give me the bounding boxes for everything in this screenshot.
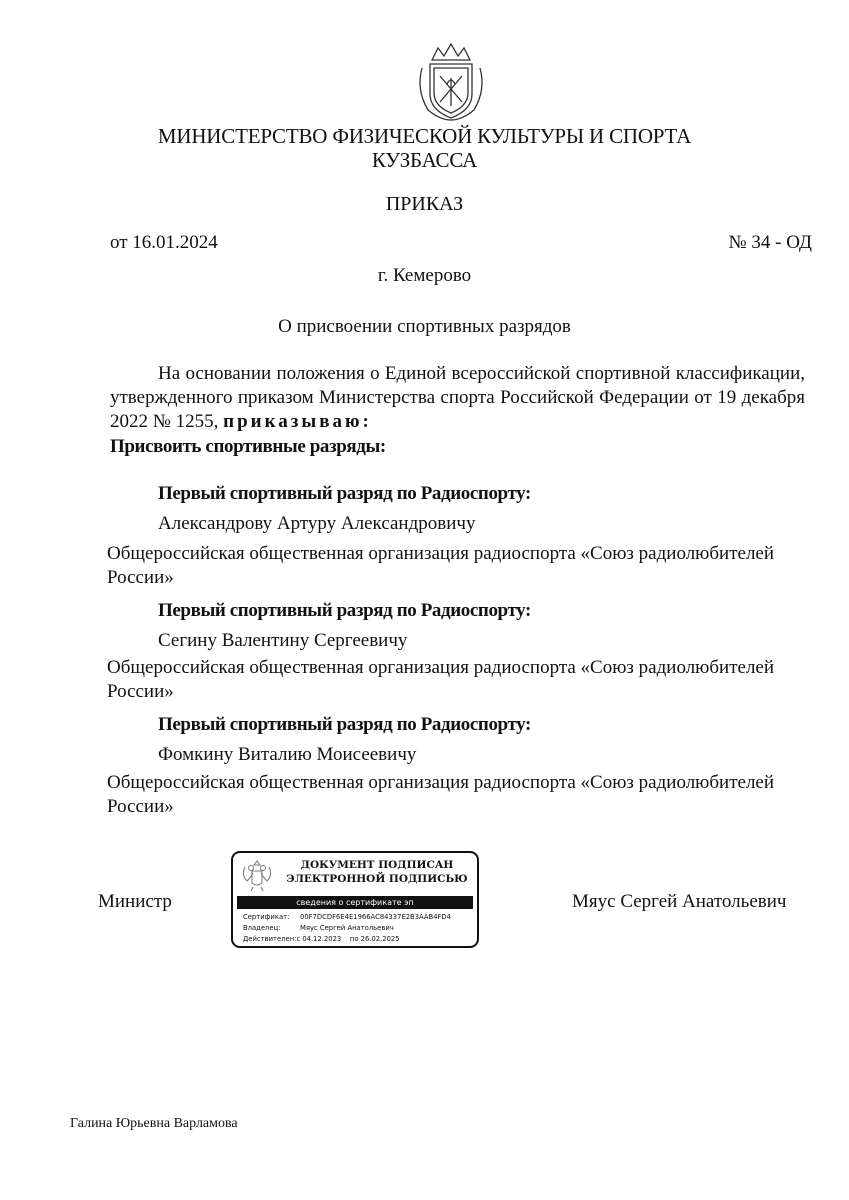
validity-value: с 04.12.2023 по 26.02.2025 [296,935,400,943]
preamble-paragraph [110,362,805,434]
entry-heading: Первый спортивный разряд по Радиоспорту: [158,600,531,621]
document-type: ПРИКАЗ [385,193,464,215]
signer-position: Министр [98,891,172,912]
order-subject: О присвоении спортивных разрядов [278,316,571,337]
entry-person-name: Сегину Валентину Сергеевичу [158,630,408,651]
electronic-signature-stamp [231,851,479,948]
ministry-name [0,124,849,172]
entry-heading: Первый спортивный разряд по Радиоспорту: [158,714,531,735]
stamp-row-validity [243,934,451,945]
entry-person-name: Фомкину Виталию Моисеевичу [158,744,417,765]
preamble-text: На основании положения о Единой всероссийской спортивной классификации, утвержденного приказом Министерства спорта Российской Федерации от 19 декабря 2022 № 1255, [110,363,805,432]
entry-organization: Общероссийская общественная организация радиоспорта «Союз радиолюбителей России» [107,543,775,588]
signer-name: Мяус Сергей Анатольевич [572,891,787,912]
entry-person-name: Александрову Артуру Александровичу [158,513,476,534]
order-number: № 34 - ОД [728,232,812,253]
assign-heading: Присвоить спортивные разряды: [110,436,386,457]
stamp-certificate-details [243,912,451,945]
order-word: приказываю: [223,411,372,432]
entry-heading: Первый спортивный разряд по Радиоспорту: [158,483,531,504]
stamp-title-line2: ЭЛЕКТРОННОЙ ПОДПИСЬЮ [286,873,468,885]
validity-label: Действителен: [243,935,297,943]
stamp-title [277,858,477,886]
stamp-row-certificate [243,912,451,923]
entry-organization: Общероссийская общественная организация радиоспорта «Союз радиолюбителей России» [107,772,775,817]
certificate-value: 00F7DCDF6E4E1966AC84337E2B3AAB4FD4 [300,913,451,921]
ministry-name-line1: МИНИСТЕРСТВО ФИЗИЧЕСКОЙ КУЛЬТУРЫ И СПОРТА [157,124,692,148]
entry-organization: Общероссийская общественная организация радиоспорта «Союз радиолюбителей России» [107,657,775,702]
certificate-label: Сертификат: [243,913,290,921]
owner-label: Владелец: [243,924,281,932]
russia-coat-of-arms-icon [239,857,275,893]
kuzbass-coat-of-arms-icon [412,40,490,122]
owner-value: Мяус Сергей Анатольевич [300,924,394,932]
order-date: от 16.01.2024 [110,232,218,253]
stamp-title-line1: ДОКУМЕНТ ПОДПИСАН [300,859,454,871]
city: г. Кемерово [377,265,472,286]
ministry-name-line2: КУЗБАССА [371,148,478,172]
executor-name: Галина Юрьевна Варламова [70,1116,238,1131]
stamp-certificate-bar: сведения о сертификате эп [237,896,473,909]
stamp-row-owner [243,923,451,934]
